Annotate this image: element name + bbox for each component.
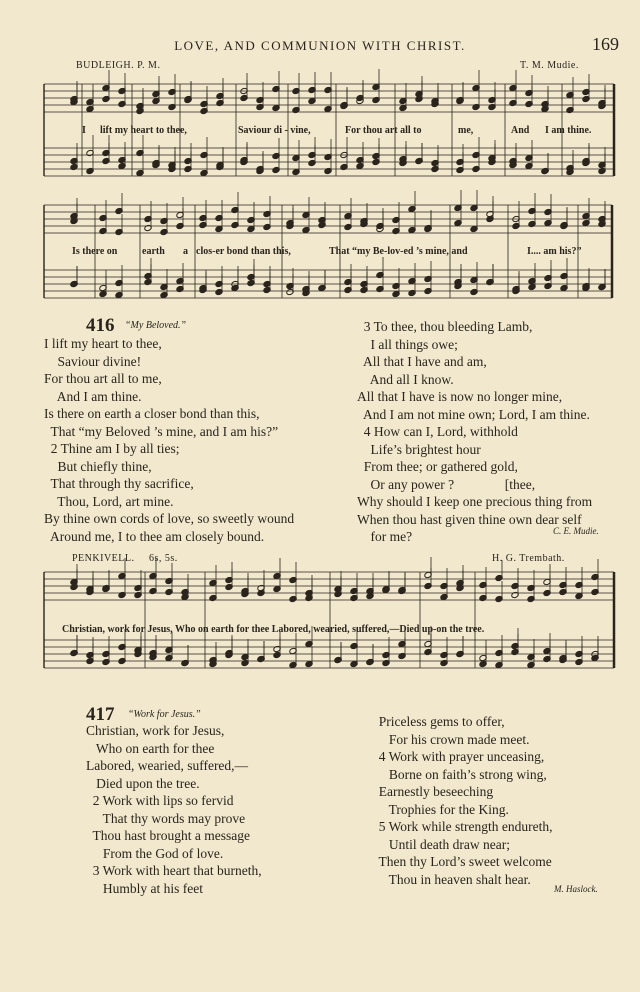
hymn-subtitle: “Work for Jesus.”	[128, 709, 201, 720]
lyric-line: Christian, work for Jesus, Who on earth for thee Labored, wearied, suffered,—Died up-on the tree.	[62, 624, 485, 635]
hymn-number: 417	[86, 704, 115, 725]
lyric-syllable: a	[183, 246, 188, 257]
lyric-syllable: I.... am his?”	[527, 246, 582, 257]
lyric-syllable: I	[82, 125, 86, 136]
lyric-syllable: Saviour di - vine,	[238, 125, 311, 136]
verse-1: Christian, work for Jesus, Who on earth for thee Labored, wearied, suffered,— Died upon the tree.	[86, 723, 249, 791]
author-credit: C. E. Mudie.	[553, 526, 599, 536]
tune-meter: 6s, 5s.	[149, 553, 178, 564]
page-header: LOVE, AND COMMUNION WITH CHRIST.	[174, 38, 466, 53]
lyric-syllable: I am thine.	[545, 125, 592, 136]
verse-2: 2 Thine am I by all ties; But chiefly thine, That through thy sacrifice, Thou, Lord, art mine. By thine own cords of love, so sweetly wound Around me, I to thee am closely bound.	[44, 441, 295, 544]
hymn-subtitle: “My Beloved.”	[125, 320, 187, 331]
composer-name: T. M. Mudie.	[520, 60, 579, 71]
hymn-number: 416	[86, 315, 115, 336]
tune-name: PENKIVELL.	[72, 553, 135, 564]
verse-2: 2 Work with lips so fervid That thy words may prove Thou hast brought a message From the God of love.	[92, 793, 250, 861]
verse-3: 3 To thee, thou bleeding Lamb, I all things owe; All that I have and am, And all I know. All that I have is now no longer mine, And I am not mine own; Lord, I am thine.	[357, 319, 590, 422]
lyric-syllable: And	[511, 125, 530, 136]
lyric-syllable: For thou art all to	[345, 125, 422, 136]
page-number: 169	[592, 34, 619, 54]
lyric-syllable: That “my Be-lov-ed ’s mine, and	[329, 246, 468, 257]
lyric-syllable: me,	[458, 125, 474, 136]
tune-name: BUDLEIGH. P. M.	[76, 60, 161, 71]
lyric-syllable: lift my heart to thee,	[100, 125, 187, 136]
lyric-syllable: clos-er bond than this,	[196, 246, 291, 257]
verse-4: 4 How can I, Lord, withhold Life’s brightest hour From thee; or gathered gold, Or any power ? [thee, Why should I keep one precious thing from When thou hast given thine own dear self for me?	[357, 424, 593, 544]
verse-1: I lift my heart to thee, Saviour divine! For thou art all to me, And I am thine. Is there on earth a closer bond than this, That “my Beloved ’s mine, and I am his?”	[44, 336, 279, 439]
lyric-syllable: earth	[142, 246, 165, 257]
verse-3: 3 Work with heart that burneth, Humbly at his feet	[92, 863, 262, 896]
author-credit: M. Haslock.	[554, 884, 598, 894]
composer-name: H. G. Trembath.	[492, 553, 565, 564]
lyric-syllable: Is there on	[72, 246, 118, 257]
verse-4-5: Priceless gems to offer, For his crown made meet. 4 Work with prayer unceasing, Borne on faith’s strong wing, Earnestly beseeching Trophies for the King. 5 Work while strength endureth, Until death draw near; Then thy Lord’s sweet welcome Thou in heaven shalt hear.	[378, 714, 553, 887]
